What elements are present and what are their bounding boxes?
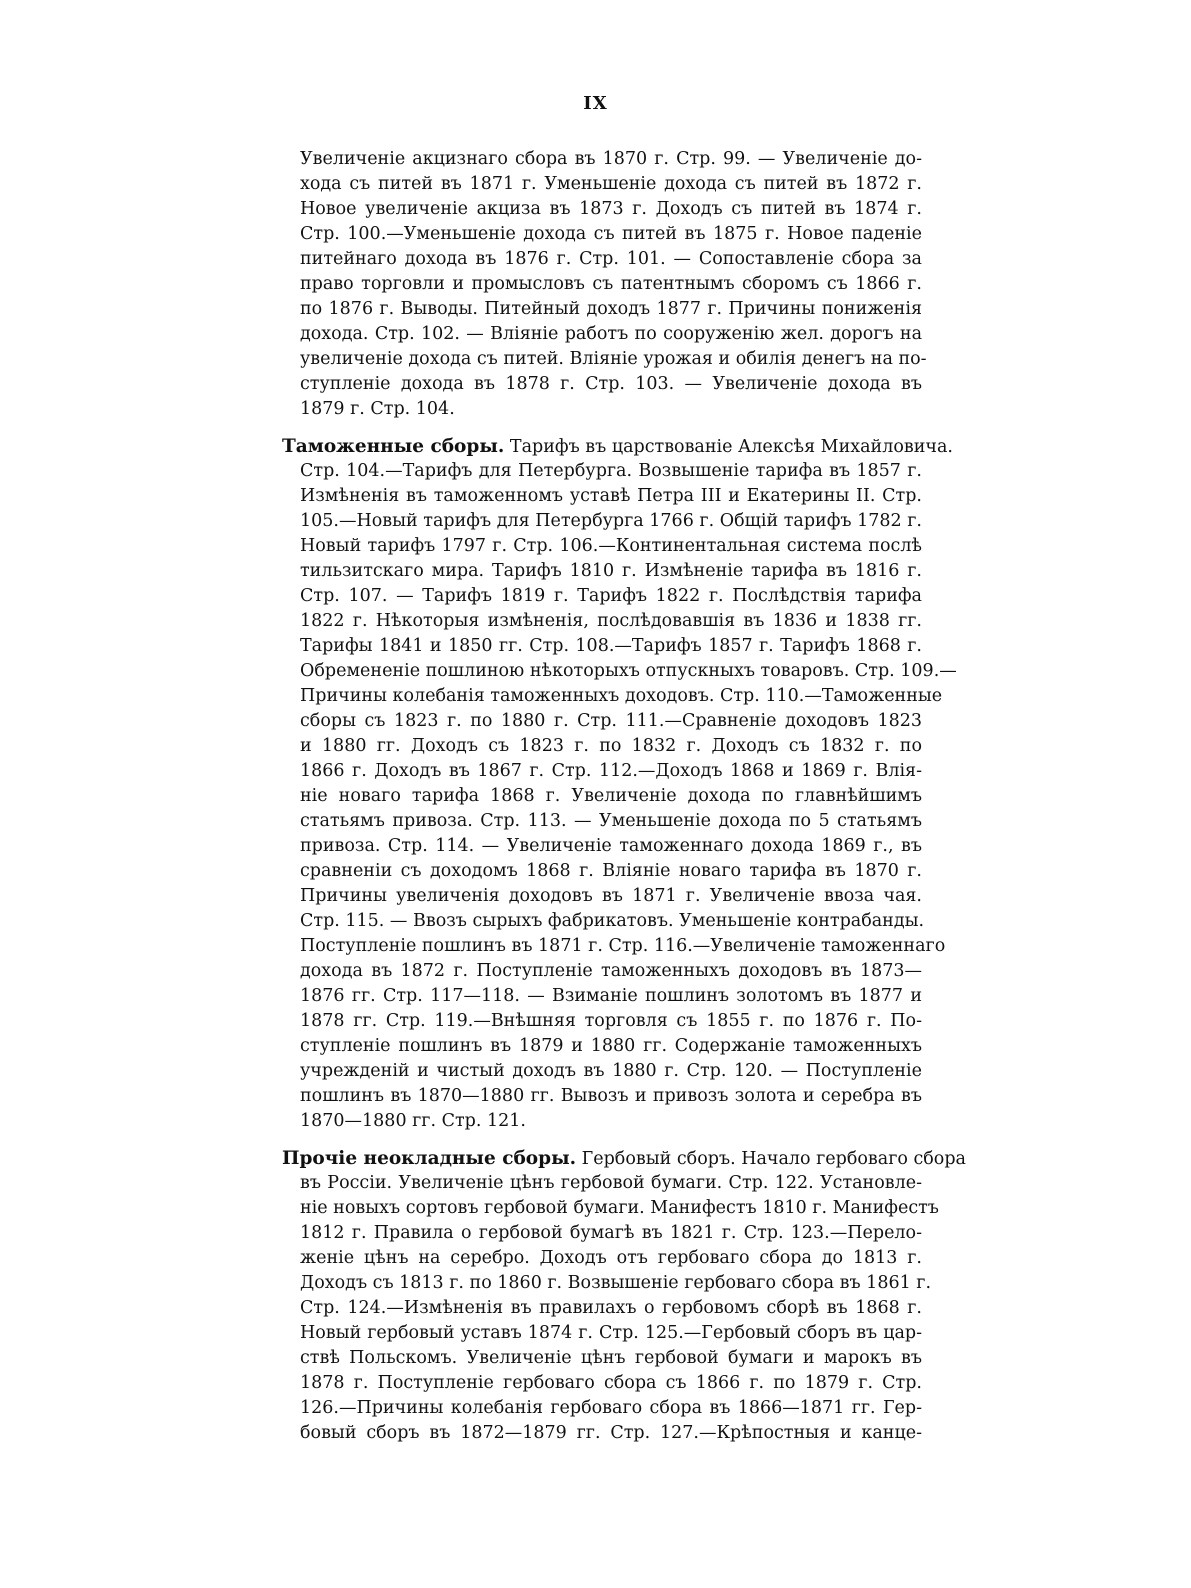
text-line: бовый сборъ въ 1872—1879 гг. Стр. 127.—Крѣпостныя и канце- (300, 1423, 922, 1443)
text-line: Измѣненія въ таможенномъ уставѣ Петра III и Екатерины II. Стр. (300, 486, 922, 506)
text-line: Стр. 107. — Тарифъ 1819 г. Тарифъ 1822 г. Послѣдствія тарифа (300, 586, 922, 606)
text-line: ніе новыхъ сортовъ гербовой бумаги. Манифестъ 1810 г. Манифестъ (300, 1198, 939, 1218)
text-line: Стр. 124.—Измѣненія въ правилахъ о гербовомъ сборѣ въ 1868 г. (300, 1298, 922, 1318)
text-line: 1879 г. Стр. 104. (300, 399, 455, 419)
text-line: сборы съ 1823 г. по 1880 г. Стр. 111.—Сравненіе доходовъ 1823 (300, 711, 922, 731)
toc-entry-other-duties (282, 1146, 966, 1446)
text-line: ступленіе пошлинъ въ 1879 и 1880 гг. Содержаніе таможенныхъ (300, 1036, 922, 1056)
text-line: питейнаго дохода въ 1876 г. Стр. 101. — Сопоставленіе сбора за (300, 249, 922, 269)
text-span: Тарифъ въ царствованіе Алексѣя Михайловича. (509, 437, 953, 457)
text-line: хода съ питей въ 1871 г. Уменьшеніе дохода съ питей въ 1872 г. (300, 174, 922, 194)
text-line: 1812 г. Правила о гербовой бумагѣ въ 1821 г. Стр. 123.—Перело- (300, 1223, 922, 1243)
text-line: ствѣ Польскомъ. Увеличеніе цѣнъ гербовой бумаги и марокъ въ (300, 1348, 922, 1368)
toc-entry-customs-duties (282, 434, 957, 1134)
text-line: сравненіи съ доходомъ 1868 г. Вліяніе новаго тарифа въ 1870 г. (300, 861, 922, 881)
text-line: 105.—Новый тарифъ для Петербурга 1766 г. Общій тарифъ 1782 г. (300, 511, 922, 531)
text-span: Гербовый сборъ. Начало гербоваго сбора (581, 1149, 966, 1169)
text-line: ступленіе дохода въ 1878 г. Стр. 103. — Увеличеніе дохода въ (300, 374, 922, 394)
text-line: Стр. 115. — Ввозъ сырыхъ фабрикатовъ. Уменьшеніе контрабанды. (300, 911, 925, 931)
text-line: Поступленіе пошлинъ въ 1871 г. Стр. 116.—Увеличеніе таможеннаго (300, 936, 946, 956)
text-line: Новый тарифъ 1797 г. Стр. 106.—Континентальная система послѣ (300, 536, 922, 556)
text-line: и 1880 гг. Доходъ съ 1823 г. по 1832 г. Доходъ съ 1832 г. по (300, 736, 922, 756)
text-line: Тарифы 1841 и 1850 гг. Стр. 108.—Тарифъ 1857 г. Тарифъ 1868 г. (300, 636, 922, 656)
section-heading: Таможенные сборы. (282, 436, 505, 457)
text-line: 1822 г. Нѣкоторыя измѣненія, послѣдовавшія въ 1836 и 1838 гг. (300, 611, 922, 631)
text-line: 1870—1880 гг. Стр. 121. (300, 1111, 526, 1131)
text-line: Причины увеличенія доходовъ въ 1871 г. Увеличеніе ввоза чая. (300, 886, 922, 906)
text-line: увеличеніе дохода съ питей. Вліяніе урожая и обилія денегъ на по- (300, 349, 927, 369)
text-line: тильзитскаго мира. Тарифъ 1810 г. Измѣненіе тарифа въ 1816 г. (300, 561, 922, 581)
text-line: ніе новаго тарифа 1868 г. Увеличеніе дохода по главнѣйшимъ (300, 786, 922, 806)
text-line: дохода. Стр. 102. — Вліяніе работъ по сооруженію жел. дорогъ на (300, 324, 922, 344)
text-line: Новое увеличеніе акциза въ 1873 г. Доходъ съ питей въ 1874 г. (300, 199, 922, 219)
text-line: 1876 гг. Стр. 117—118. — Взиманіе пошлинъ золотомъ въ 1877 и (300, 986, 922, 1006)
section-heading: Прочіе неокладные сборы. (282, 1148, 577, 1169)
text-line: 1878 г. Поступленіе гербоваго сбора съ 1866 г. по 1879 г. Стр. (300, 1373, 922, 1393)
text-line: 1866 г. Доходъ въ 1867 г. Стр. 112.—Доходъ 1868 и 1869 г. Влія- (300, 761, 922, 781)
text-line: Стр. 100.—Уменьшеніе дохода съ питей въ 1875 г. Новое паденіе (300, 224, 922, 244)
text-line-with-heading (282, 434, 953, 459)
text-line: право торговли и промысловъ съ патентнымъ сборомъ съ 1866 г. (300, 274, 922, 294)
text-line: Новый гербовый уставъ 1874 г. Стр. 125.—Гербовый сборъ въ цар- (300, 1323, 922, 1343)
text-line: дохода въ 1872 г. Поступленіе таможенныхъ доходовъ въ 1873— (300, 961, 922, 981)
text-line: пошлинъ въ 1870—1880 гг. Вывозъ и привозъ золота и серебра въ (300, 1086, 922, 1106)
text-line: привоза. Стр. 114. — Увеличеніе таможеннаго дохода 1869 г., въ (300, 836, 922, 856)
text-line: Причины колебанія таможенныхъ доходовъ. Стр. 110.—Таможенные (300, 686, 943, 706)
text-line: учрежденій и чистый доходъ въ 1880 г. Стр. 120. — Поступленіе (300, 1061, 922, 1081)
text-line: въ Россіи. Увеличеніе цѣнъ гербовой бумаги. Стр. 122. Установле- (300, 1173, 922, 1193)
text-line-with-heading (282, 1146, 966, 1171)
page-number: IX (583, 93, 608, 114)
text-line: женіе цѣнъ на серебро. Доходъ отъ гербоваго сбора до 1813 г. (300, 1248, 922, 1268)
text-line: 126.—Причины колебанія гербоваго сбора въ 1866—1871 гг. Гер- (300, 1398, 922, 1418)
table-of-contents (282, 147, 966, 1458)
text-line: Обремененіе пошлиною нѣкоторыхъ отпускныхъ товаровъ. Стр. 109.— (300, 661, 957, 681)
toc-entry-excise-continuation (282, 147, 927, 422)
text-line: 1878 гг. Стр. 119.—Внѣшняя торговля съ 1855 г. по 1876 г. По- (300, 1011, 922, 1031)
text-line: Доходъ съ 1813 г. по 1860 г. Возвышеніе гербоваго сбора въ 1861 г. (300, 1273, 932, 1293)
text-line: Стр. 104.—Тарифъ для Петербурга. Возвышеніе тарифа въ 1857 г. (300, 461, 922, 481)
text-line: по 1876 г. Выводы. Питейный доходъ 1877 г. Причины пониженія (300, 299, 922, 319)
text-line: статьямъ привоза. Стр. 113. — Уменьшеніе дохода по 5 статьямъ (300, 811, 922, 831)
text-line: Увеличеніе акцизнаго сбора въ 1870 г. Стр. 99. — Увеличеніе до- (300, 149, 922, 169)
